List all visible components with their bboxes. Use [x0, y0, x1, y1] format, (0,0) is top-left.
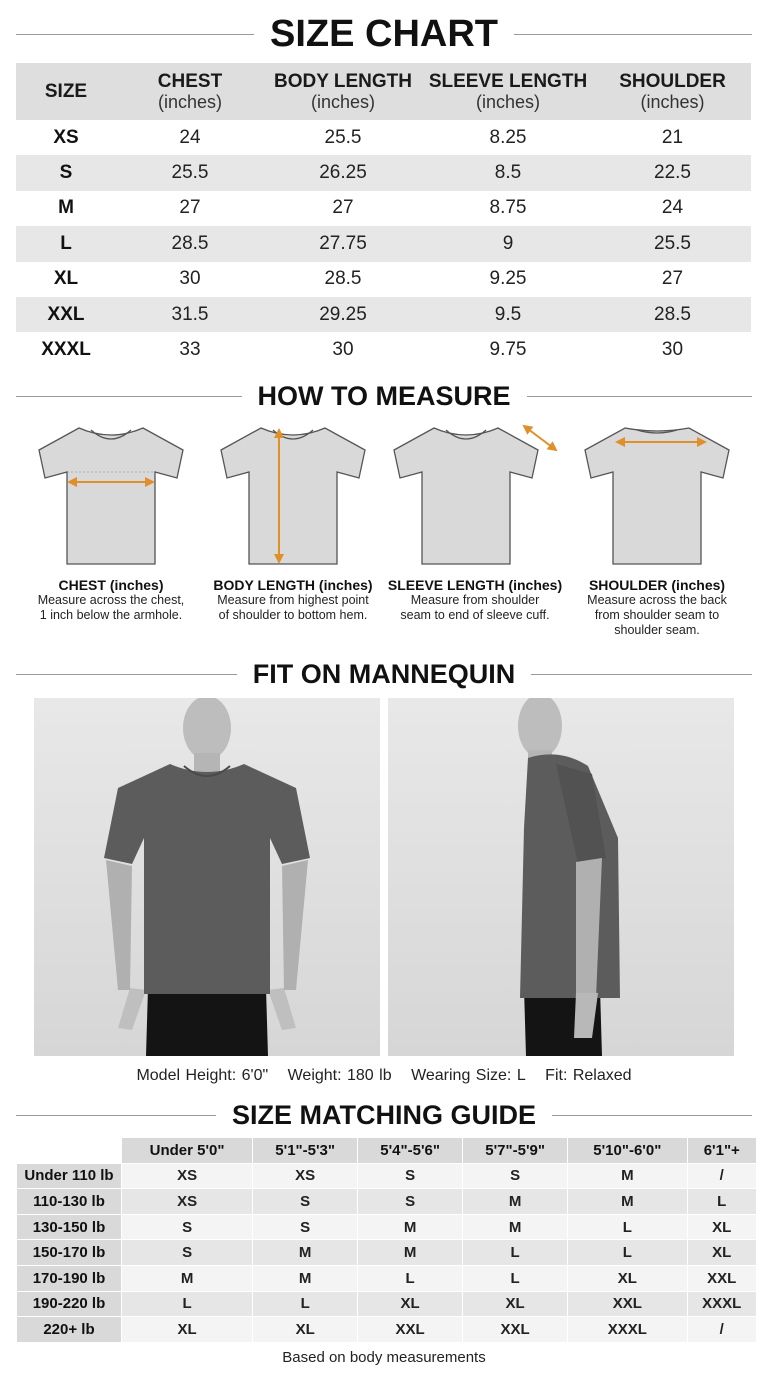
model-wearing-size: Wearing Size: L: [411, 1067, 526, 1084]
size-cell: XL: [122, 1317, 253, 1343]
weight-header: 190-220 lb: [17, 1291, 122, 1317]
height-header: 5'4"-5'6": [358, 1138, 463, 1164]
measure-body-length-desc-line: Measure from highest point: [217, 593, 369, 607]
table-row: [17, 1317, 757, 1343]
table-cell: 31.5: [116, 297, 264, 332]
weight-header: 220+ lb: [17, 1317, 122, 1343]
size-cell: S: [253, 1214, 358, 1240]
table-cell: 8.25: [489, 126, 527, 148]
measure-chest: [20, 420, 202, 623]
table-cell: 25.5: [116, 155, 264, 190]
measure-shoulder: [566, 420, 748, 638]
size-cell: L: [687, 1189, 756, 1215]
table-cell: 24: [179, 126, 201, 148]
size-cell: L: [568, 1214, 687, 1240]
table-cell: 30: [661, 339, 684, 361]
weight-header: 110-130 lb: [17, 1189, 122, 1215]
table-cell: 22.5: [594, 155, 751, 190]
column-header-chest: CHEST (inches): [116, 63, 264, 120]
measure-body-length: [202, 420, 384, 623]
measure-sleeve-length: [384, 420, 566, 623]
size-cell: XL: [687, 1240, 756, 1266]
table-cell: 21: [661, 126, 684, 148]
divider: [16, 674, 237, 675]
size-cell: /: [687, 1163, 756, 1189]
divider: [514, 34, 752, 35]
table-row: [16, 332, 751, 367]
size-cell: S: [16, 155, 116, 190]
size-cell: XXL: [568, 1291, 687, 1317]
size-cell: XL: [463, 1291, 568, 1317]
size-cell: XXXL: [41, 339, 91, 361]
size-cell: XS: [122, 1189, 253, 1215]
section-title: FIT ON MANNEQUIN: [252, 658, 516, 689]
model-info: [0, 1067, 768, 1085]
size-cell: XXL: [16, 297, 116, 332]
size-cell: M: [253, 1265, 358, 1291]
size-cell: L: [463, 1240, 568, 1266]
size-cell: /: [687, 1317, 756, 1343]
measure-sleeve-length-desc-line: seam to end of sleeve cuff.: [400, 608, 550, 622]
page-title: SIZE CHART: [270, 12, 498, 55]
size-cell: XL: [253, 1317, 358, 1343]
size-cell: XXXL: [687, 1291, 756, 1317]
weight-header: 170-190 lb: [17, 1265, 122, 1291]
size-cell: L: [16, 226, 116, 261]
divider: [16, 34, 254, 35]
size-cell: XXL: [358, 1317, 463, 1343]
size-cell: M: [253, 1240, 358, 1266]
size-guide-heading: [0, 1097, 768, 1133]
size-cell: S: [358, 1189, 463, 1215]
table-cell: 30: [332, 339, 354, 361]
table-cell: 30: [179, 268, 201, 290]
size-cell: XS: [53, 126, 79, 148]
size-cell: S: [122, 1214, 253, 1240]
model-weight: Weight: 180 lb: [287, 1067, 392, 1084]
table-cell: 25.5: [594, 226, 751, 261]
table-row: [17, 1240, 757, 1266]
table-cell: 25.5: [324, 126, 362, 148]
size-cell: XL: [568, 1265, 687, 1291]
section-title: HOW TO MEASURE: [257, 380, 511, 411]
measure-shoulder-desc-line: from shoulder seam to: [594, 608, 720, 622]
mannequin-front-photo: [34, 698, 380, 1056]
table-row: [16, 155, 751, 190]
table-cell: 9.75: [489, 339, 527, 361]
model-height: Model Height: 6'0": [136, 1067, 269, 1084]
column-header-sleeve-length: SLEEVE LENGTH (inches): [422, 63, 594, 120]
table-cell: 9.25: [489, 268, 527, 290]
height-header: Under 5'0": [122, 1138, 253, 1164]
table-row: [17, 1291, 757, 1317]
size-cell: S: [463, 1163, 568, 1189]
table-row: [17, 1214, 757, 1240]
measure-sleeve-length-desc-line: Measure from shoulder: [410, 593, 540, 607]
table-cell: 9.5: [422, 297, 594, 332]
size-cell: M: [358, 1240, 463, 1266]
footnote: Based on body measurements: [282, 1349, 486, 1366]
table-cell: 29.25: [264, 297, 422, 332]
table-row: [16, 191, 751, 226]
table-row: [17, 1189, 757, 1215]
size-cell: S: [253, 1189, 358, 1215]
measure-shoulder-desc-line: shoulder seam.: [614, 623, 700, 637]
measure-body-length-heading: BODY LENGTH (inches): [213, 577, 373, 593]
model-fit: Fit: Relaxed: [545, 1067, 632, 1084]
mannequin-side-photo: [388, 698, 734, 1056]
tshirt-chest-diagram: [31, 420, 191, 568]
size-cell: XXL: [463, 1317, 568, 1343]
height-header: 5'10"-6'0": [568, 1138, 687, 1164]
size-cell: L: [463, 1265, 568, 1291]
column-header-shoulder: SHOULDER (inches): [594, 63, 751, 120]
table-row: [16, 226, 751, 261]
divider: [527, 396, 753, 397]
size-cell: XXXL: [568, 1317, 687, 1343]
divider: [16, 396, 242, 397]
section-title: SIZE MATCHING GUIDE: [232, 1099, 537, 1130]
table-cell: 28.5: [324, 268, 362, 290]
tshirt-body-length-diagram: [213, 420, 373, 568]
height-header: 5'1"-5'3": [253, 1138, 358, 1164]
table-cell: 27: [179, 197, 201, 219]
size-cell: XS: [253, 1163, 358, 1189]
table-cell: 8.5: [422, 155, 594, 190]
size-cell: M: [122, 1265, 253, 1291]
table-cell: 33: [179, 339, 201, 361]
weight-header: 130-150 lb: [17, 1214, 122, 1240]
size-cell: L: [358, 1265, 463, 1291]
height-header: 6'1"+: [687, 1138, 756, 1164]
table-cell: 27: [661, 268, 684, 290]
table-row: [16, 120, 751, 155]
table-cell: 26.25: [264, 155, 422, 190]
table-cell: 27: [332, 197, 354, 219]
size-cell: M: [58, 197, 74, 219]
size-cell: M: [463, 1214, 568, 1240]
size-matching-table: [16, 1137, 757, 1343]
size-cell: L: [253, 1291, 358, 1317]
table-row: [17, 1265, 757, 1291]
weight-header: Under 110 lb: [17, 1163, 122, 1189]
size-cell: XS: [122, 1163, 253, 1189]
table-cell: 8.75: [489, 197, 527, 219]
measure-body-length-desc-line: of shoulder to bottom hem.: [218, 608, 368, 622]
size-cell: L: [568, 1240, 687, 1266]
size-cell: M: [568, 1189, 687, 1215]
size-cell: M: [463, 1189, 568, 1215]
size-cell: L: [122, 1291, 253, 1317]
table-cell: 28.5: [594, 297, 751, 332]
size-cell: XL: [358, 1291, 463, 1317]
size-chart-heading: [0, 10, 768, 58]
measure-chest-desc-line: Measure across the chest,: [37, 593, 185, 607]
measure-shoulder-heading: SHOULDER (inches): [588, 577, 726, 593]
table-cell: 24: [661, 197, 684, 219]
tshirt-shoulder-diagram: [577, 420, 737, 568]
how-to-measure-heading: [0, 378, 768, 414]
size-cell: XL: [687, 1214, 756, 1240]
table-row: [17, 1163, 757, 1189]
size-cell: M: [568, 1163, 687, 1189]
divider: [552, 1115, 752, 1116]
size-cell: M: [358, 1214, 463, 1240]
size-cell: XL: [53, 268, 79, 290]
size-cell: XXL: [687, 1265, 756, 1291]
table-cell: 9: [422, 226, 594, 261]
corner-cell: [17, 1138, 122, 1164]
measure-chest-heading: CHEST (inches): [58, 577, 164, 593]
height-header: 5'7"-5'9": [463, 1138, 568, 1164]
size-cell: S: [122, 1240, 253, 1266]
table-row: [16, 297, 751, 332]
fit-heading: [0, 656, 768, 692]
column-header-size: SIZE: [16, 63, 116, 120]
measure-chest-desc-line: 1 inch below the armhole.: [39, 608, 183, 622]
table-row: [16, 262, 751, 297]
weight-header: 150-170 lb: [17, 1240, 122, 1266]
size-chart-table: [16, 63, 751, 368]
measure-shoulder-desc-line: Measure across the back: [587, 593, 727, 607]
size-cell: S: [358, 1163, 463, 1189]
table-cell: 28.5: [116, 226, 264, 261]
measure-sleeve-length-heading: SLEEVE LENGTH (inches): [387, 577, 563, 593]
column-header-body-length: BODY LENGTH (inches): [264, 63, 422, 120]
divider: [16, 1115, 216, 1116]
divider: [531, 674, 752, 675]
table-cell: 27.75: [264, 226, 422, 261]
tshirt-sleeve-length-diagram: [386, 420, 564, 568]
